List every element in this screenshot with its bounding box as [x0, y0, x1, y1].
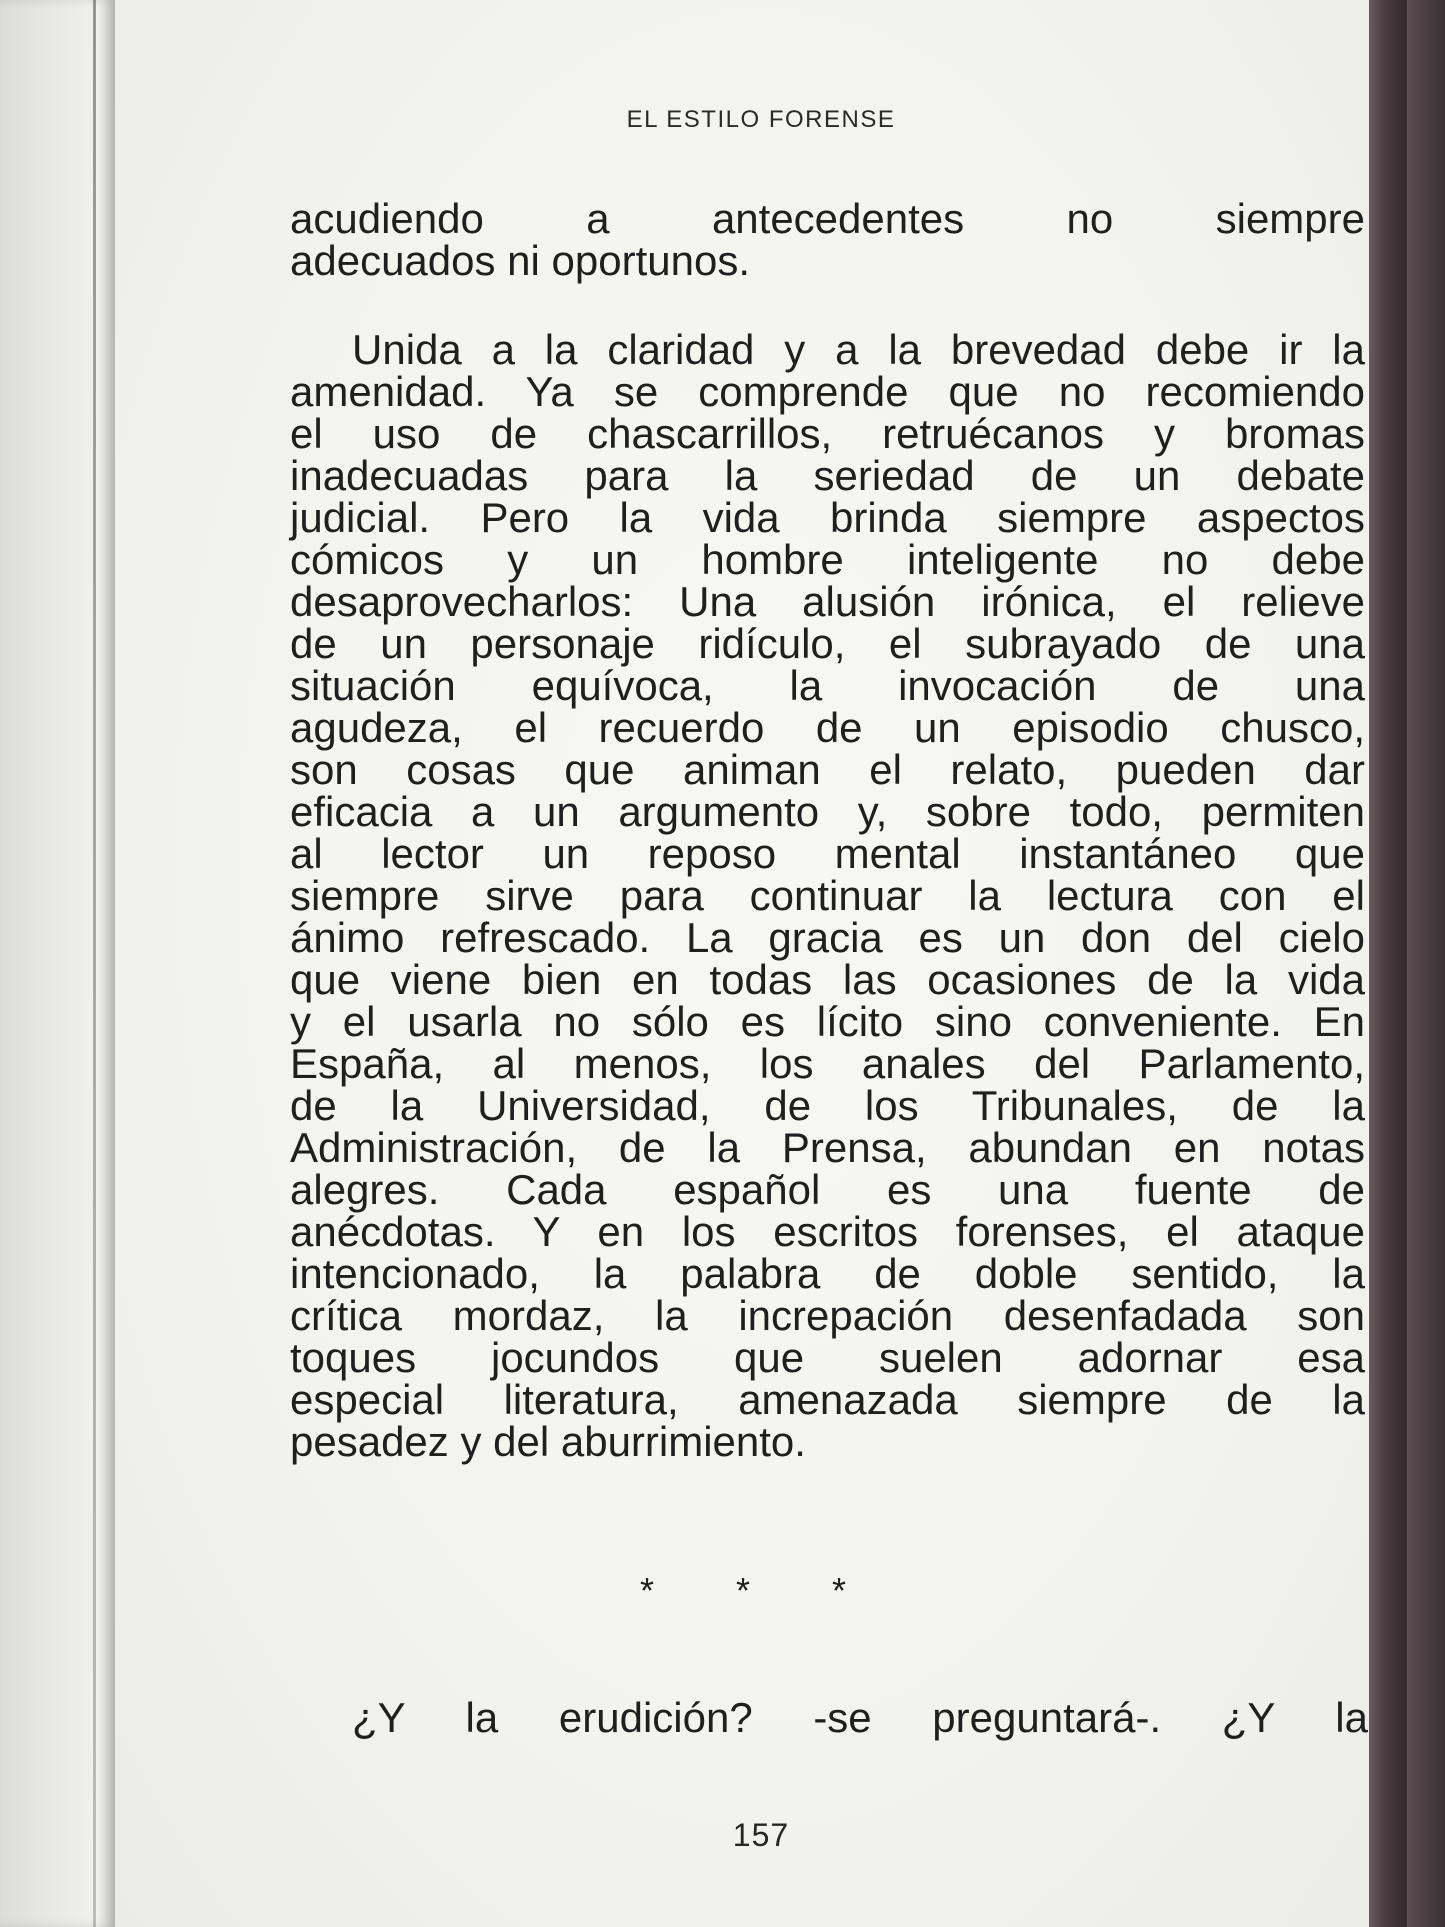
text-line: Administración, de la Prensa, abundan en notas: [290, 1124, 1365, 1171]
text-line: Unida a la claridad y a la brevedad debe ir la: [352, 326, 1365, 373]
section-break: * * *: [639, 1570, 883, 1611]
text-line: anécdotas. Y en los escritos forenses, el ataque: [290, 1208, 1365, 1255]
text-line: desaprovecharlos: Una alusión irónica, el relieve: [290, 578, 1365, 625]
text-line: el uso de chascarrillos, retruécanos y bromas: [290, 410, 1365, 457]
body-text: [290, 195, 1365, 1465]
text-line: cómicos y un hombre inteligente no debe: [290, 536, 1365, 583]
text-line: siempre sirve para continuar la lectura con el: [290, 872, 1365, 919]
text-line: y el usarla no sólo es lícito sino conveniente. En: [290, 998, 1365, 1045]
text-line: ¿Y la erudición? -se preguntará-. ¿Y la: [352, 1694, 1368, 1741]
text-line: alegres. Cada español es una fuente de: [290, 1166, 1365, 1213]
text-line: especial literatura, amenazada siempre de la: [290, 1376, 1365, 1423]
left-page-edge: [0, 0, 115, 1927]
text-line: acudiendo a antecedentes no siempre: [290, 195, 1365, 242]
text-line: pesadez y del aburrimiento.: [290, 1418, 806, 1465]
text-line: agudeza, el recuerdo de un episodio chusco,: [290, 704, 1365, 751]
running-head: EL ESTILO FORENSE: [626, 106, 896, 133]
text-line: intencionado, la palabra de doble sentido, la: [290, 1250, 1365, 1297]
page-number: 157: [732, 1817, 790, 1853]
text-line: judicial. Pero la vida brinda siempre aspectos: [290, 494, 1365, 541]
text-line: España, al menos, los anales del Parlamento,: [290, 1040, 1365, 1087]
text-line: crítica mordaz, la increpación desenfadada son: [290, 1292, 1365, 1339]
text-line: toques jocundos que suelen adornar esa: [290, 1334, 1365, 1381]
gutter-shadow: [93, 0, 96, 1927]
text-line: al lector un reposo mental instantáneo que: [290, 830, 1365, 877]
text-line: inadecuadas para la seriedad de un debate: [290, 452, 1365, 499]
text-line: amenidad. Ya se comprende que no recomiendo: [290, 368, 1365, 415]
text-line: son cosas que animan el relato, pueden dar: [290, 746, 1365, 793]
text-line: situación equívoca, la invocación de una: [290, 662, 1365, 709]
paragraph-gap: [290, 282, 1365, 329]
text-line: de la Universidad, de los Tribunales, de la: [290, 1082, 1365, 1129]
text-line: eficacia a un argumento y, sobre todo, permiten: [290, 788, 1365, 835]
text-line: adecuados ni oportunos.: [290, 237, 751, 284]
book-page: [115, 0, 1407, 1927]
book-cover-edge: [1369, 0, 1407, 1927]
text-line: que viene bien en todas las ocasiones de la vida: [290, 956, 1365, 1003]
text-line: ánimo refrescado. La gracia es un don del cielo: [290, 914, 1365, 961]
text-line: de un personaje ridículo, el subrayado de una: [290, 620, 1365, 667]
